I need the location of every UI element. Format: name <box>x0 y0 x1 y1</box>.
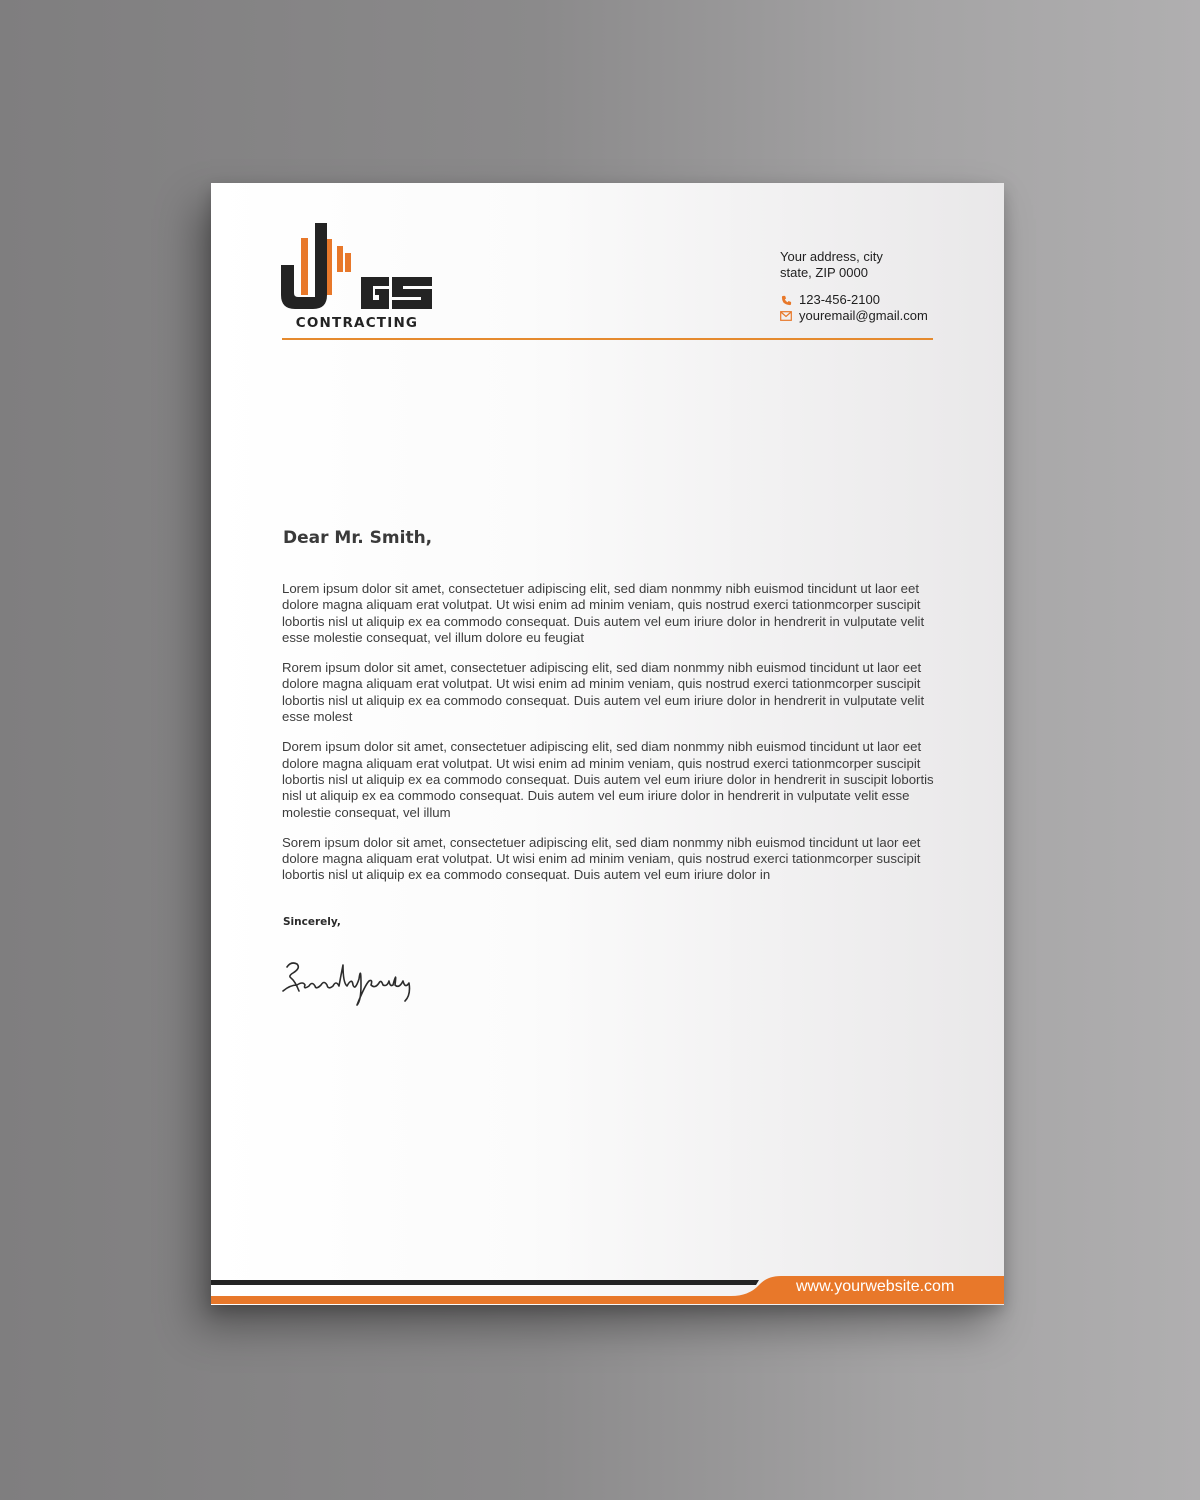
website-link[interactable]: www.yourwebsite.com <box>796 1278 955 1295</box>
paragraph: Sorem ipsum dolor sit amet, consectetuer adipiscing elit, sed diam nonmmy nibh euismod tincidunt ut laor eet dolore magna aliquam erat volutpat. Ut wisi enim ad minim veniam, quis nostrud exerci tationmcorper suscipit lobortis nisl ut aliquip ex ea commodo consequat. Duis autem vel eum iriure dolor in <box>282 834 921 883</box>
mail-icon <box>780 310 792 322</box>
letterhead-page <box>211 183 1004 1305</box>
salutation: Dear Mr. Smith, <box>283 528 433 548</box>
signature-drawing <box>281 955 421 1007</box>
company-logo <box>281 223 433 331</box>
logo-graphic <box>281 223 433 313</box>
paragraph: Rorem ipsum dolor sit amet, consectetuer adipiscing elit, sed diam nonmmy nibh euismod tincidunt ut laor eet dolore magna aliquam erat volutpat. Ut wisi enim ad minim veniam, quis nostrud exerci tationmcorper suscipit lobortis nisl ut aliquip ex ea commodo consequat. Duis autem vel eum iriure dolor in hendrerit in vulputate velit esse molest <box>282 660 925 725</box>
phone-icon <box>780 294 792 306</box>
header-divider <box>282 338 933 340</box>
paragraph: Lorem ipsum dolor sit amet, consectetuer adipiscing elit, sed diam nonmmy nibh euismod tincidunt ut laor eet dolore magna aliquam erat volutpat. Ut wisi enim ad minim veniam, quis nostrud exerci tationmcorper suscipit lobortis nisl ut aliquip ex ea commodo consequat. Duis autem vel eum iriure dolor in hendrerit in vulputate velit esse molestie consequat, vel illum dolore eu feugiat <box>282 581 925 645</box>
paragraph: Dorem ipsum dolor sit amet, consectetuer adipiscing elit, sed diam nonmmy nibh euismod tincidunt ut laor eet dolore magna aliquam erat volutpat. Ut wisi enim ad minim veniam, quis nostrud exerci tationmcorper suscipit lobortis nisl ut aliquip ex ea commodo consequat. Duis autem vel eum iriure dolor in hendrerit in suscipit lobortis nisl ut aliquip ex ea commodo consequat. Duis autem vel eum iriure dolor in hendrerit in vulputate velit esse molestie consequat, vel illum <box>282 739 934 820</box>
email-address[interactable]: youremail@gmail.com <box>799 308 928 323</box>
logo-subtitle: CONTRACTING <box>295 315 419 331</box>
signature <box>281 955 421 1007</box>
address-line-1: Your address, city <box>780 249 883 264</box>
address <box>780 249 980 281</box>
closing: Sincerely, <box>283 916 341 928</box>
phone-number[interactable]: 123-456-2100 <box>799 292 880 307</box>
letter-body <box>282 581 934 898</box>
address-line-2: state, ZIP 0000 <box>780 265 868 280</box>
contact-block <box>780 249 980 324</box>
email-row <box>780 308 980 324</box>
phone-row <box>780 292 980 308</box>
